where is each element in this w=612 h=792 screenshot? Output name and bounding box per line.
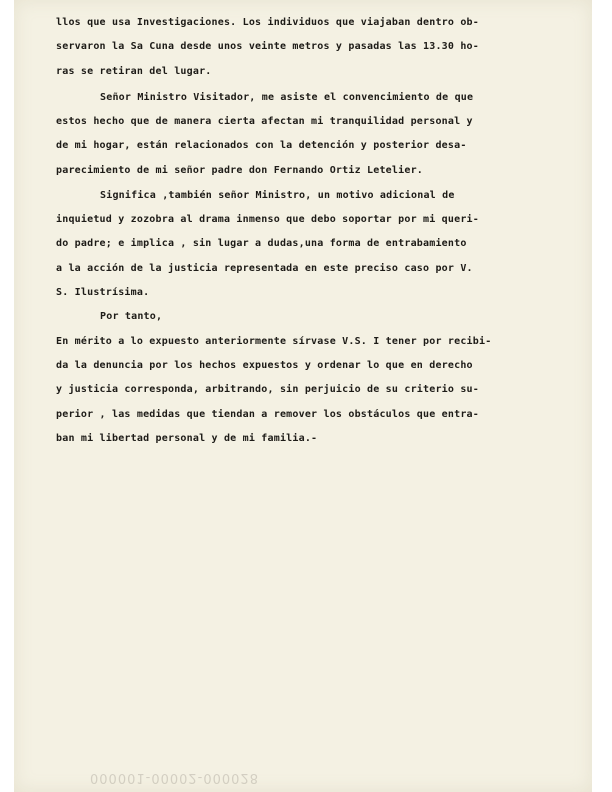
- scan-margin: [592, 0, 612, 792]
- text-line: perior , las medidas que tiendan a remover los obstáculos que entra-: [56, 409, 479, 420]
- text-line: llos que usa Investigaciones. Los individuos que viajaban dentro ob-: [56, 17, 479, 28]
- text-line: inquietud y zozobra al drama inmenso que debo soportar por mi queri-: [56, 214, 479, 225]
- text-line: ras se retiran del lugar.: [56, 66, 212, 77]
- text-line: parecimiento de mi señor padre don Fernando Ortiz Letelier.: [56, 165, 424, 176]
- text-line: En mérito a lo expuesto anteriormente sírvase V.S. I tener por recibi-: [56, 336, 492, 347]
- text-line: da la denuncia por los hechos expuestos y ordenar lo que en derecho: [56, 360, 473, 371]
- text-line: servaron la Sa Cuna desde unos veinte metros y pasadas las 13.30 ho-: [56, 41, 479, 52]
- text-line: S. Ilustrísima.: [56, 287, 150, 298]
- text-line: Señor Ministro Visitador, me asiste el convencimiento de que: [100, 92, 474, 103]
- text-line: Por tanto,: [100, 311, 163, 322]
- text-line: de mi hogar, están relacionados con la detención y posterior desa-: [56, 140, 467, 151]
- text-line: ban mi libertad personal y de mi familia.-: [56, 433, 318, 444]
- text-line: Significa ,también señor Ministro, un motivo adicional de: [100, 190, 455, 201]
- text-line: estos hecho que de manera cierta afectan mi tranquilidad personal y: [56, 116, 473, 127]
- text-line: do padre; e implica , sin lugar a dudas,una forma de entrabamiento: [56, 238, 467, 249]
- archive-stamp: 000001-00002-000028: [90, 770, 259, 785]
- text-line: a la acción de la justicia representada en este preciso caso por V.: [56, 263, 473, 274]
- text-line: y justicia corresponda, arbitrando, sin perjuicio de su criterio su-: [56, 384, 479, 395]
